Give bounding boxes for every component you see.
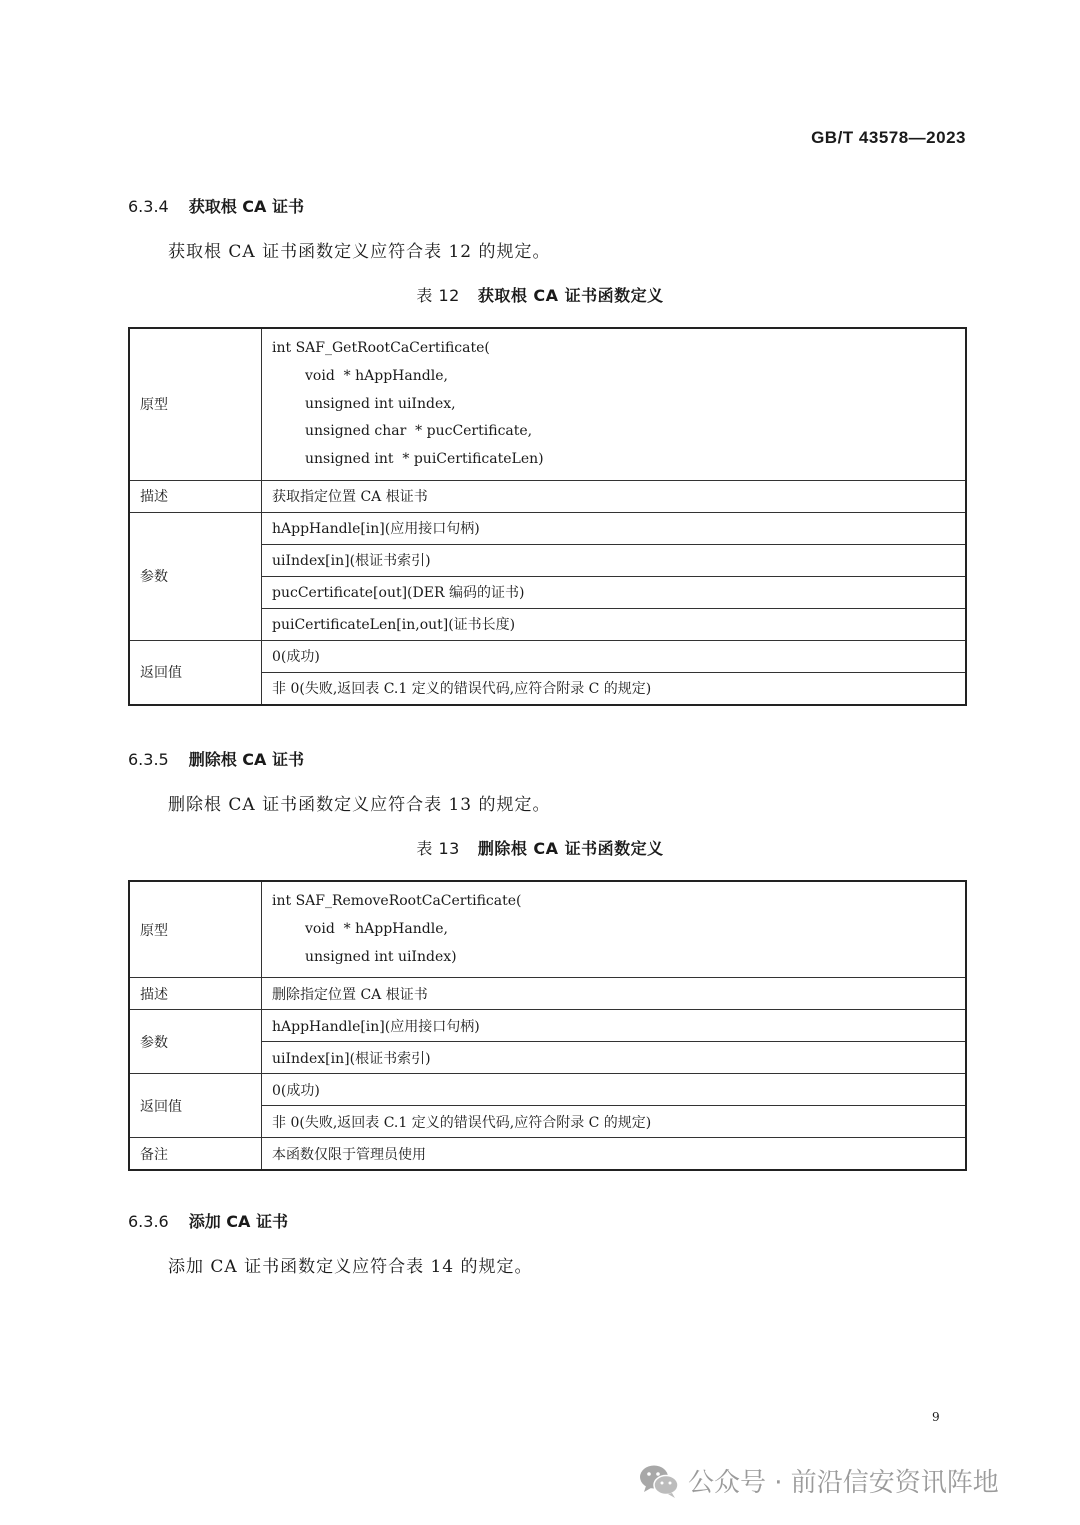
description-cell: 获取指定位置 CA 根证书 [262,480,967,512]
watermark-text: 公众号 · 前沿信安资讯阵地 [688,1468,999,1498]
table-row-return [129,1074,966,1106]
return-cell: 非 0(失败,返回表 C.1 定义的错误代码,应符合附录 C 的规定) [262,1106,967,1138]
section-intro: 获取根 CA 证书函数定义应符合表 12 的规定。 [168,242,551,262]
row-label: 原型 [129,328,262,480]
description-cell: 删除指定位置 CA 根证书 [262,978,967,1010]
section-number: 6.3.4 [128,197,169,216]
table-title: 获取根 CA 证书函数定义 [477,286,664,305]
table-row-prototype [129,328,966,480]
standard-code: GB/T 43578—2023 [811,128,966,147]
wechat-icon [638,1463,680,1499]
row-label: 原型 [129,881,262,978]
table-row-note [129,1138,966,1171]
code-line: unsigned int uiIndex) [305,948,457,965]
return-cell: 0(成功) [262,1074,967,1106]
param-cell: uiIndex[in](根证书索引) [262,544,967,576]
section-heading-6-3-4 [128,194,304,217]
section-intro: 添加 CA 证书函数定义应符合表 14 的规定。 [168,1257,533,1277]
section-number: 6.3.6 [128,1212,169,1231]
table-row-prototype [129,881,966,978]
row-label: 返回值 [129,640,262,705]
param-cell: pucCertificate[out](DER 编码的证书) [262,576,967,608]
param-cell: hAppHandle[in](应用接口句柄) [262,512,967,544]
code-line: int SAF_GetRootCaCertificate( [272,340,490,356]
table-number: 表 12 [416,286,460,305]
section-number: 6.3.5 [128,750,169,769]
table-row-param [129,512,966,544]
code-line: void * hAppHandle, [305,920,448,937]
section-heading-6-3-5 [128,747,304,770]
code-line: void * hAppHandle, [305,367,448,384]
table-caption-12 [0,283,1080,306]
section-heading-6-3-6 [128,1209,288,1232]
table-row-return [129,640,966,672]
code-line: unsigned int * puiCertificateLen) [305,451,544,468]
return-cell: 0(成功) [262,640,967,672]
section-intro: 删除根 CA 证书函数定义应符合表 13 的规定。 [168,795,551,815]
table-caption-13 [0,836,1080,859]
code-line: unsigned int uiIndex, [305,395,456,412]
table-title: 删除根 CA 证书函数定义 [477,839,664,858]
row-label: 备注 [129,1138,262,1171]
code-line: int SAF_RemoveRootCaCertificate( [272,893,522,909]
table-row-description [129,480,966,512]
param-cell: puiCertificateLen[in,out](证书长度) [262,608,967,640]
note-cell: 本函数仅限于管理员使用 [262,1138,967,1171]
prototype-code [262,328,967,480]
param-cell: hAppHandle[in](应用接口句柄) [262,1010,967,1042]
function-table-12 [128,327,967,706]
param-cell: uiIndex[in](根证书索引) [262,1042,967,1074]
row-label: 参数 [129,512,262,640]
page-number: 9 [932,1410,940,1424]
row-label: 参数 [129,1010,262,1074]
row-label: 描述 [129,480,262,512]
table-row-param [129,1010,966,1042]
section-title: 获取根 CA 证书 [188,197,304,216]
row-label: 返回值 [129,1074,262,1138]
function-table-13 [128,880,967,1171]
section-title: 添加 CA 证书 [188,1212,288,1231]
table-row-description [129,978,966,1010]
return-cell: 非 0(失败,返回表 C.1 定义的错误代码,应符合附录 C 的规定) [262,672,967,705]
table-number: 表 13 [416,839,460,858]
section-title: 删除根 CA 证书 [188,750,304,769]
row-label: 描述 [129,978,262,1010]
watermark [638,1462,999,1499]
prototype-code [262,881,967,978]
code-line: unsigned char * pucCertificate, [305,423,533,440]
